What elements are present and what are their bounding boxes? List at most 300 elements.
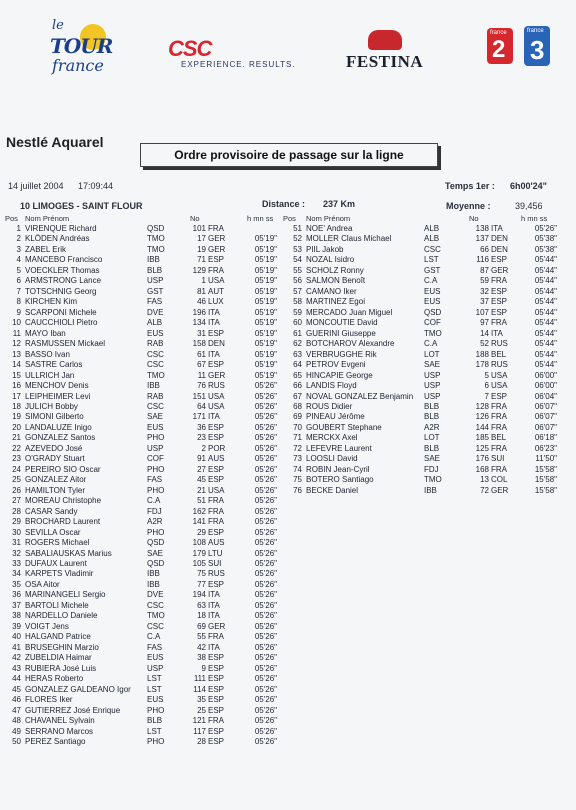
table-row	[5, 664, 283, 674]
rider-time-gap: 15'58"	[534, 464, 557, 474]
rider-team: LST	[424, 255, 439, 265]
rider-team: TMO	[147, 244, 165, 254]
table-row	[283, 329, 573, 339]
rider-time-gap: 05'19"	[254, 360, 277, 370]
rider-name: HERAS Roberto	[25, 674, 84, 684]
rider-position: 71	[293, 433, 302, 443]
table-row	[5, 716, 283, 726]
distance-label: Distance :	[262, 199, 306, 209]
rider-position: 43	[12, 663, 21, 673]
rider-time-gap: 05'26"	[254, 600, 277, 610]
rider-position: 14	[12, 360, 21, 370]
table-row	[5, 643, 283, 653]
rider-name: OSA Aitor	[25, 579, 60, 589]
rider-country: RUS	[208, 569, 225, 579]
rider-name: BOTERO Santiago	[306, 475, 374, 485]
stage-name: 10 LIMOGES - SAINT FLOUR	[20, 201, 143, 211]
rider-name: NOVAL GONZALEZ Benjamin	[306, 391, 414, 401]
rider-time-gap: 05'26"	[254, 548, 277, 558]
rider-time-gap: 05'26"	[254, 684, 277, 694]
table-row	[283, 371, 573, 381]
rider-team: QSD	[424, 307, 442, 317]
rider-number: 81	[197, 286, 206, 296]
rider-team: CSC	[147, 401, 164, 411]
rider-position: 57	[293, 286, 302, 296]
rider-position: 39	[12, 621, 21, 631]
col-time: h mn ss	[247, 214, 274, 223]
rider-country: AUS	[208, 538, 225, 548]
col-time: h mn ss	[521, 214, 548, 223]
rider-position: 53	[293, 244, 302, 254]
france2-number: 2	[492, 36, 506, 63]
table-row	[5, 685, 283, 695]
rider-position: 34	[12, 569, 21, 579]
rider-position: 4	[16, 255, 21, 265]
rider-number: 17	[197, 234, 206, 244]
rider-time-gap: 05'26"	[254, 569, 277, 579]
rider-position: 55	[293, 265, 302, 275]
rider-country: SUI	[491, 454, 505, 464]
rider-position: 59	[293, 307, 302, 317]
rider-time-gap: 05'44"	[534, 339, 557, 349]
rider-country: ITA	[208, 611, 220, 621]
rider-number: 13	[480, 475, 489, 485]
rider-number: 11	[197, 370, 206, 380]
rider-number: 97	[480, 318, 489, 328]
rider-time-gap: 05'26"	[254, 391, 277, 401]
rider-position: 25	[12, 475, 21, 485]
rider-country: POR	[208, 443, 226, 453]
rider-country: ITA	[208, 349, 220, 359]
rider-number: 134	[192, 318, 206, 328]
rider-position: 5	[16, 265, 21, 275]
rider-time-gap: 06'00"	[534, 370, 557, 380]
rider-time-gap: 05'26"	[254, 464, 277, 474]
rider-team: EUS	[147, 422, 164, 432]
rider-name: PEREZ Santiago	[25, 736, 86, 746]
rider-country: BEL	[491, 349, 507, 359]
festina-crest-icon	[368, 30, 402, 50]
rider-number: 55	[197, 632, 206, 642]
rider-country: GER	[208, 370, 226, 380]
rider-team: USP	[424, 391, 441, 401]
rider-team: ALB	[424, 234, 440, 244]
table-row	[283, 308, 573, 318]
rider-name: HAMILTON Tyler	[25, 485, 86, 495]
rider-number: 52	[480, 339, 489, 349]
rider-position: 38	[12, 611, 21, 621]
rider-time-gap: 05'26"	[254, 716, 277, 726]
rider-position: 50	[12, 736, 21, 746]
rider-country: ITA	[208, 600, 220, 610]
average-label: Moyenne :	[446, 201, 491, 211]
rider-country: LTU	[208, 548, 223, 558]
rider-position: 11	[12, 328, 21, 338]
rider-country: FRA	[491, 276, 507, 286]
rider-team: A2R	[424, 422, 440, 432]
rider-name: ZABEL Erik	[25, 244, 67, 254]
rider-number: 168	[475, 464, 489, 474]
rider-position: 33	[12, 559, 21, 568]
rider-team: CSC	[147, 600, 164, 610]
rider-country: ESP	[208, 475, 225, 485]
rider-country: ITA	[208, 642, 220, 652]
rider-number: 1	[201, 276, 206, 286]
rider-team: BLB	[424, 443, 440, 453]
rider-time-gap: 05'44"	[534, 286, 557, 296]
table-row	[283, 454, 573, 464]
rider-country: ESP	[208, 684, 225, 694]
rider-name: O'GRADY Stuart	[25, 454, 85, 464]
rider-name: PIIL Jakob	[306, 244, 344, 254]
rider-position: 51	[293, 224, 302, 233]
rider-time-gap: 05'19"	[254, 244, 277, 254]
rider-name: SEVILLA Oscar	[25, 527, 81, 537]
rider-time-gap: 05'26"	[254, 381, 277, 391]
rider-country: ESP	[208, 328, 225, 338]
rider-time-gap: 05'26"	[254, 632, 277, 642]
rider-position: 61	[293, 328, 302, 338]
rider-name: MANCEBO Francisco	[25, 255, 103, 265]
rider-team: BLB	[147, 716, 163, 726]
rider-country: LUX	[208, 297, 224, 307]
rider-name: HALGAND Patrice	[25, 632, 91, 642]
rider-number: 178	[475, 360, 489, 370]
rider-time-gap: 05'19"	[254, 307, 277, 317]
table-row	[283, 402, 573, 412]
rider-time-gap: 05'26"	[254, 559, 277, 568]
rider-country: ESP	[208, 360, 225, 370]
rider-name: SERRANO Marcos	[25, 726, 94, 736]
rider-country: FRA	[208, 224, 224, 233]
rider-team: PHO	[147, 736, 165, 746]
col-no: No	[190, 214, 200, 223]
table-row	[5, 454, 283, 464]
table-row	[5, 402, 283, 412]
rider-time-gap: 05'26"	[254, 443, 277, 453]
rider-team: C.A	[147, 632, 161, 642]
rider-position: 72	[293, 443, 302, 453]
rider-country: ESP	[491, 255, 508, 265]
rider-team: USP	[424, 381, 441, 391]
rider-country: FRA	[208, 716, 224, 726]
rider-team: BLB	[424, 401, 440, 411]
table-row	[5, 517, 283, 527]
first-time-label: Temps 1er :	[445, 181, 495, 191]
rider-name: GONZALEZ Santos	[25, 433, 96, 443]
rider-time-gap: 06'07"	[534, 401, 557, 411]
rider-number: 158	[192, 339, 206, 349]
rider-number: 194	[192, 590, 206, 600]
table-row	[5, 507, 283, 517]
rider-name: GONZALEZ GALDEANO Igor	[25, 684, 131, 694]
date: 14 juillet 2004	[8, 181, 64, 191]
rider-country: ESP	[208, 422, 225, 432]
rider-country: FRA	[208, 265, 224, 275]
table-row	[5, 590, 283, 600]
rider-name: LOOSLI David	[306, 454, 358, 464]
rider-number: 5	[484, 370, 489, 380]
rider-position: 70	[293, 422, 302, 432]
rider-country: ESP	[208, 736, 225, 746]
rider-name: NOZAL Isidro	[306, 255, 355, 265]
rider-time-gap: 05'44"	[534, 255, 557, 265]
rider-country: USA	[491, 381, 508, 391]
rider-position: 16	[12, 381, 21, 391]
rider-number: 63	[197, 600, 206, 610]
rider-name: MAYO Iban	[25, 328, 66, 338]
rider-name: ULLRICH Jan	[25, 370, 75, 380]
rider-country: FRA	[491, 318, 507, 328]
rider-time-gap: 05'19"	[254, 234, 277, 244]
rider-country: ESP	[491, 391, 508, 401]
rider-position: 46	[12, 695, 21, 705]
rider-country: DEN	[208, 339, 225, 349]
rider-team: IBB	[424, 485, 437, 495]
rider-number: 46	[197, 297, 206, 307]
rider-team: LST	[147, 674, 162, 684]
rider-position: 2	[16, 234, 21, 244]
rider-country: FRA	[208, 496, 224, 506]
rider-position: 56	[293, 276, 302, 286]
table-row	[5, 475, 283, 485]
table-row	[283, 276, 573, 286]
rider-number: 101	[192, 224, 206, 233]
france3-label: france	[527, 28, 544, 34]
rider-team: ALB	[147, 318, 163, 328]
first-time-value: 6h00'24"	[510, 181, 547, 191]
rider-time-gap: 06'18"	[534, 433, 557, 443]
col-pos: Pos	[5, 214, 18, 223]
rider-position: 65	[293, 370, 302, 380]
rider-position: 48	[12, 716, 21, 726]
rider-team: GST	[424, 265, 441, 275]
rider-name: SABALIAUSKAS Marius	[25, 548, 112, 558]
rider-team: TMO	[147, 234, 165, 244]
rider-team: LST	[147, 684, 162, 694]
rider-position: 74	[293, 464, 302, 474]
rider-team: C.A	[424, 276, 438, 286]
table-row	[5, 727, 283, 737]
table-row	[5, 653, 283, 663]
rider-team: ALB	[424, 224, 440, 233]
rider-name: BARTOLI Michele	[25, 600, 89, 610]
rider-time-gap: 05'19"	[254, 255, 277, 265]
rider-name: PINEAU Jérôme	[306, 412, 365, 422]
rider-number: 176	[475, 454, 489, 464]
rider-position: 41	[12, 642, 21, 652]
rider-number: 125	[475, 443, 489, 453]
france2-logo	[487, 28, 513, 64]
table-row	[283, 339, 573, 349]
rider-team: SAE	[424, 360, 441, 370]
rider-team: EUS	[147, 328, 164, 338]
rider-time-gap: 05'26"	[254, 475, 277, 485]
rider-time-gap: 05'26"	[534, 224, 557, 233]
rider-position: 17	[12, 391, 21, 401]
rider-position: 26	[12, 485, 21, 495]
rider-number: 121	[192, 716, 206, 726]
rider-number: 27	[197, 464, 206, 474]
rider-position: 37	[12, 600, 21, 610]
rider-team: TMO	[424, 328, 442, 338]
table-row	[283, 234, 573, 244]
rider-team: FAS	[147, 297, 163, 307]
rider-team: A2R	[147, 517, 163, 527]
rider-name: ROBIN Jean-Cyril	[306, 464, 370, 474]
rider-time-gap: 15'58"	[534, 475, 557, 485]
rider-team: TMO	[424, 475, 442, 485]
table-row	[5, 674, 283, 684]
rider-name: VOECKLER Thomas	[25, 265, 100, 275]
col-name: Nom Prénom	[25, 214, 70, 223]
rider-name: BROCHARD Laurent	[25, 517, 101, 527]
rider-number: 91	[197, 454, 206, 464]
rider-team: IBB	[147, 569, 160, 579]
table-row	[5, 350, 283, 360]
rider-name: VIRENQUE Richard	[25, 224, 97, 233]
table-row	[5, 433, 283, 443]
rider-time-gap: 05'44"	[534, 360, 557, 370]
rider-number: 137	[475, 234, 489, 244]
rider-position: 47	[12, 705, 21, 715]
rider-team: FAS	[147, 642, 163, 652]
rider-time-gap: 05'26"	[254, 621, 277, 631]
rider-time-gap: 05'19"	[254, 265, 277, 275]
rider-time-gap: 05'26"	[254, 527, 277, 537]
rider-name: BASSO Ivan	[25, 349, 70, 359]
rider-number: 171	[192, 412, 206, 422]
table-row	[5, 444, 283, 454]
rider-position: 75	[293, 475, 302, 485]
table-row	[5, 287, 283, 297]
rider-time-gap: 05'19"	[254, 339, 277, 349]
table-row	[5, 528, 283, 538]
rider-position: 64	[293, 360, 302, 370]
rider-number: 66	[480, 244, 489, 254]
rider-time-gap: 05'19"	[254, 297, 277, 307]
rider-team: C.A	[147, 496, 161, 506]
table-row	[283, 381, 573, 391]
rider-country: ITA	[208, 318, 220, 328]
rider-name: GUERINI Giuseppe	[306, 328, 376, 338]
rider-name: BOTCHAROV Alexandre	[306, 339, 395, 349]
rider-team: LST	[147, 726, 162, 736]
rider-time-gap: 05'26"	[254, 663, 277, 673]
rider-team: IBB	[147, 255, 160, 265]
rider-name: SALMON Benoît	[306, 276, 366, 286]
rider-name: MERCKX Axel	[306, 433, 358, 443]
rider-number: 64	[197, 401, 206, 411]
rider-number: 138	[475, 224, 489, 233]
tour-de-france-logo	[46, 12, 113, 78]
rider-time-gap: 05'26"	[254, 422, 277, 432]
rider-team: COF	[424, 318, 441, 328]
rider-number: 32	[480, 286, 489, 296]
rider-country: ESP	[208, 695, 225, 705]
rider-position: 15	[12, 370, 21, 380]
rider-number: 128	[475, 401, 489, 411]
rider-position: 30	[12, 527, 21, 537]
rider-team: EUS	[147, 695, 164, 705]
rider-country: GER	[208, 244, 226, 254]
rider-team: IBB	[147, 381, 160, 391]
rider-position: 68	[293, 401, 302, 411]
rider-country: USA	[208, 401, 225, 411]
rider-team: FDJ	[147, 506, 162, 516]
rider-team: CSC	[147, 621, 164, 631]
rider-team: CSC	[147, 349, 164, 359]
rider-time-gap: 06'07"	[534, 422, 557, 432]
rider-position: 12	[12, 339, 21, 349]
rider-team: FDJ	[424, 464, 439, 474]
rider-team: TMO	[147, 611, 165, 621]
table-row	[5, 245, 283, 255]
table-row	[283, 224, 573, 234]
rider-name: MOLLER Claus Michael	[306, 234, 392, 244]
sponsor-logos	[0, 0, 576, 110]
rider-position: 28	[12, 506, 21, 516]
rider-position: 10	[12, 318, 21, 328]
rider-number: 69	[197, 621, 206, 631]
rider-number: 28	[197, 736, 206, 746]
rider-number: 117	[193, 726, 206, 736]
rider-time-gap: 05'26"	[254, 517, 277, 527]
rider-number: 129	[192, 265, 206, 275]
rider-number: 2	[201, 443, 206, 453]
rider-position: 32	[12, 548, 21, 558]
table-row	[283, 297, 573, 307]
rider-name: VOIGT Jens	[25, 621, 69, 631]
page-title: Ordre provisoire de passage sur la ligne	[140, 143, 438, 167]
rider-country: GER	[491, 485, 509, 495]
table-row	[5, 465, 283, 475]
rider-team: USP	[147, 276, 164, 286]
table-row	[5, 339, 283, 349]
rider-time-gap: 05'19"	[254, 370, 277, 380]
rider-time-gap: 05'26"	[254, 611, 277, 621]
rider-number: 114	[193, 684, 206, 694]
rider-country: COL	[491, 475, 508, 485]
rider-name: NOE' Andrea	[306, 224, 353, 233]
rider-country: FRA	[491, 412, 507, 422]
rider-name: MERCADO Juan Miguel	[306, 307, 393, 317]
rider-name: MOREAU Christophe	[25, 496, 102, 506]
col-pos: Pos	[283, 214, 296, 223]
rider-time-gap: 05'26"	[254, 412, 277, 422]
rider-team: BLB	[424, 412, 440, 422]
table-row	[5, 496, 283, 506]
rider-team: RAB	[147, 391, 164, 401]
rider-time-gap: 05'26"	[254, 674, 277, 684]
rider-position: 73	[293, 454, 302, 464]
rider-position: 31	[12, 538, 21, 548]
rider-team: SAE	[147, 548, 164, 558]
rider-country: FRA	[491, 401, 507, 411]
rider-time-gap: 06'00"	[534, 381, 557, 391]
rider-number: 18	[197, 611, 206, 621]
rider-time-gap: 05'44"	[534, 328, 557, 338]
rider-country: ESP	[208, 726, 225, 736]
rider-team: PHO	[147, 705, 165, 715]
rider-country: ITA	[491, 328, 503, 338]
rider-name: ROGERS Michael	[25, 538, 90, 548]
rider-name: SCHOLZ Ronny	[306, 265, 364, 275]
rider-team: PHO	[147, 464, 165, 474]
rider-number: 6	[484, 381, 489, 391]
rider-team: TMO	[147, 370, 165, 380]
table-row	[5, 486, 283, 496]
